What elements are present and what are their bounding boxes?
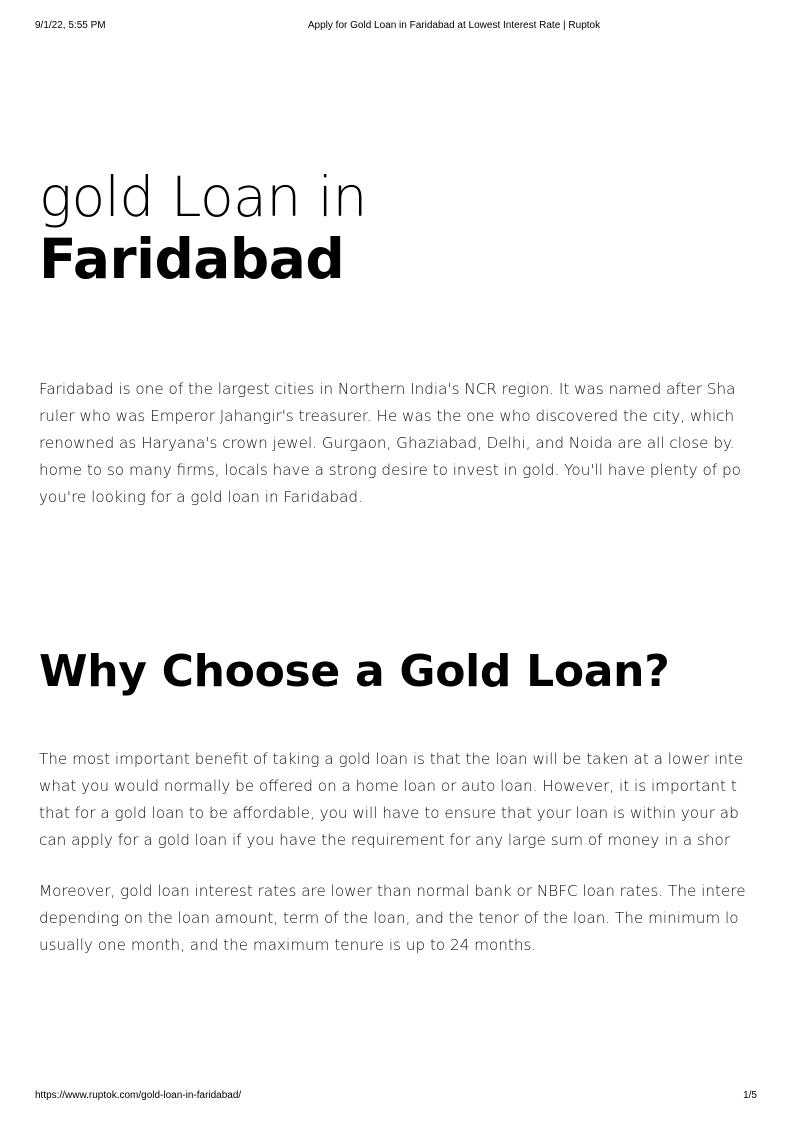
print-footer-page-number: 1/5 (743, 1090, 757, 1101)
intro-line: renowned as Haryana's crown jewel. Gurgaon, Ghaziabad, Delhi, and Noida are all close by. (39, 434, 735, 452)
why-paragraph-1 (39, 746, 743, 854)
page-content (39, 0, 757, 1080)
page-title (39, 166, 367, 290)
paragraph-line: The most important benefit of taking a gold loan is that the loan will be taken at a lower inte (39, 750, 744, 768)
print-footer-url: https://www.ruptok.com/gold-loan-in-faridabad/ (35, 1090, 242, 1101)
paragraph-line: what you would normally be offered on a home loan or auto loan. However, it is important t (39, 777, 737, 795)
page-title-line2: Faridabad (39, 227, 345, 291)
intro-paragraph (39, 376, 741, 511)
paragraph-line: usually one month, and the maximum tenure is up to 24 months. (39, 936, 537, 954)
intro-line: Faridabad is one of the largest cities in Northern India's NCR region. It was named after Sha (39, 380, 736, 398)
intro-line: ruler who was Emperor Jahangir's treasurer. He was the one who discovered the city, which (39, 407, 735, 425)
intro-line: you're looking for a gold loan in Faridabad. (39, 488, 363, 506)
why-paragraph-2 (39, 878, 746, 959)
paragraph-line: depending on the loan amount, term of the loan, and the tenor of the loan. The minimum lo (39, 909, 739, 927)
section-heading-why-gold-loan: Why Choose a Gold Loan? (39, 646, 670, 697)
paragraph-line: can apply for a gold loan if you have the requirement for any large sum of money in a shor (39, 831, 731, 849)
page-title-line1: gold Loan in (39, 165, 367, 229)
paragraph-line: that for a gold loan to be affordable, you will have to ensure that your loan is within your ab (39, 804, 739, 822)
intro-line: home to so many firms, locals have a strong desire to invest in gold. You'll have plenty of po (39, 461, 741, 479)
paragraph-line: Moreover, gold loan interest rates are lower than normal bank or NBFC loan rates. The intere (39, 882, 746, 900)
print-header-datetime: 9/1/22, 5:55 PM (35, 20, 106, 31)
print-header-title: Apply for Gold Loan in Faridabad at Lowest Interest Rate | Ruptok (307, 20, 601, 31)
